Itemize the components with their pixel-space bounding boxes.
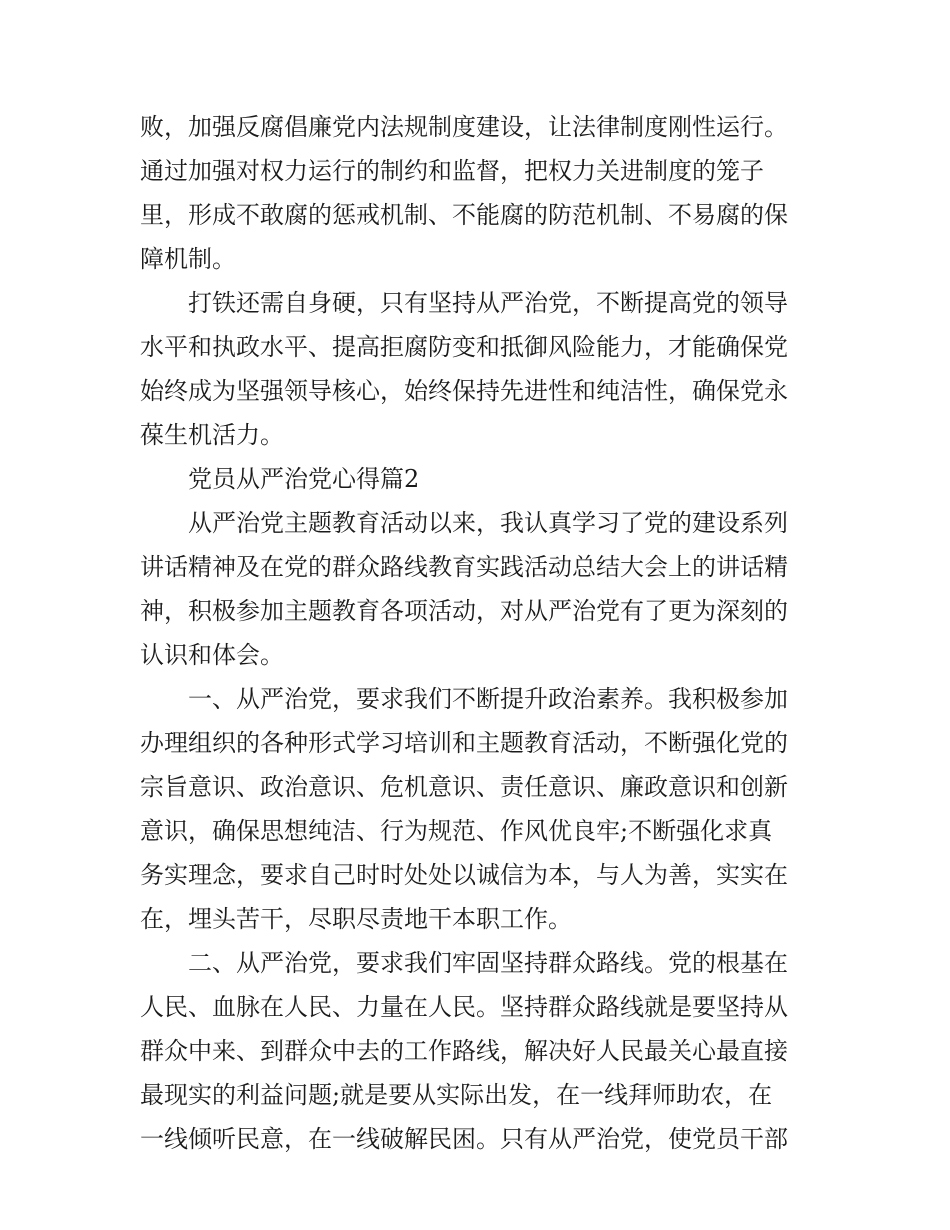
text-line-15: 办理组织的各种形式学习培训和主题教育活动，不断强化党的 bbox=[140, 729, 788, 757]
text-line-23: 最现实的利益问题;就是要从实际出发，在一线拜师助农，在 bbox=[140, 1081, 773, 1109]
text-line-2: 通过加强对权力运行的制约和监督，把权力关进制度的笼子 bbox=[140, 157, 764, 185]
text-line-12: 神，积极参加主题教育各项活动，对从严治党有了更为深刻的 bbox=[140, 597, 788, 625]
text-line-24: 一线倾听民意，在一线破解民困。只有从严治党，使党员干部 bbox=[140, 1125, 788, 1153]
text-line-19: 在，埋头苦干，尽职尽责地干本职工作。 bbox=[140, 905, 572, 933]
text-line-18: 务实理念，要求自己时时处处以诚信为本，与人为善，实实在 bbox=[140, 861, 788, 889]
text-line-21: 人民、血脉在人民、力量在人民。坚持群众路线就是要坚持从 bbox=[140, 993, 788, 1021]
text-line-3: 里，形成不敢腐的惩戒机制、不能腐的防范机制、不易腐的保 bbox=[140, 201, 788, 229]
section-heading: 党员从严治党心得篇2 bbox=[188, 465, 420, 493]
text-line-22: 群众中来、到群众中去的工作路线，解决好人民最关心最直接 bbox=[140, 1037, 788, 1065]
paragraph-start-line: 一、从严治党，要求我们不断提升政治素养。我积极参加 bbox=[188, 685, 788, 713]
text-line-8: 葆生机活力。 bbox=[140, 421, 284, 449]
text-line-4: 障机制。 bbox=[140, 245, 236, 273]
text-line-6: 水平和执政水平、提高拒腐防变和抵御风险能力，才能确保党 bbox=[140, 333, 788, 361]
text-line-13: 认识和体会。 bbox=[140, 641, 284, 669]
text-line-16: 宗旨意识、政治意识、危机意识、责任意识、廉政意识和创新 bbox=[140, 773, 788, 801]
text-line-11: 讲话精神及在党的群众路线教育实践活动总结大会上的讲话精 bbox=[140, 553, 788, 581]
text-line-17: 意识，确保思想纯洁、行为规范、作风优良牢;不断强化求真 bbox=[140, 817, 773, 845]
paragraph-start-line: 从严治党主题教育活动以来，我认真学习了党的建设系列 bbox=[188, 509, 788, 537]
paragraph-start-line: 二、从严治党，要求我们牢固坚持群众路线。党的根基在 bbox=[188, 949, 788, 977]
paragraph-start-line: 打铁还需自身硬，只有坚持从严治党，不断提高党的领导 bbox=[188, 289, 788, 317]
text-line-1: 败，加强反腐倡廉党内法规制度建设，让法律制度刚性运行。 bbox=[140, 113, 788, 141]
text-line-7: 始终成为坚强领导核心，始终保持先进性和纯洁性，确保党永 bbox=[140, 377, 788, 405]
